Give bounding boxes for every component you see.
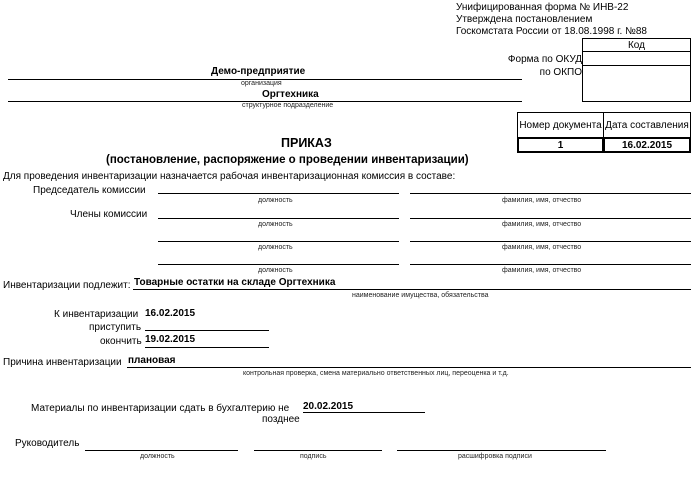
division-caption: структурное подразделение [242, 102, 334, 109]
members-label: Члены комиссии [70, 209, 148, 220]
member1-name-line [410, 218, 691, 219]
member3-name-caption: фамилия, имя, отчество [502, 267, 582, 274]
subject-caption: наименование имущества, обязательства [352, 292, 489, 299]
submission-line [303, 412, 425, 413]
code-header: Код [582, 38, 691, 52]
reason-label: Причина инвентаризации [3, 357, 122, 368]
division-name: Оргтехника [262, 89, 319, 100]
signature-position-line [85, 450, 238, 451]
start-label: К инвентаризации [54, 309, 139, 320]
document-subtitle: (постановление, распоряжение о проведении инвентаризации) [106, 154, 469, 166]
end-value: 19.02.2015 [145, 334, 196, 345]
member1-name-caption: фамилия, имя, отчество [502, 221, 582, 228]
okpo-label: по ОКПО [539, 67, 582, 78]
chair-name-line [410, 193, 691, 194]
member1-position-caption: должность [258, 221, 293, 228]
chair-label: Председатель комиссии [33, 185, 146, 196]
subject-line [133, 289, 691, 290]
signature-decode-caption: расшифровка подписи [458, 453, 532, 460]
member2-name-caption: фамилия, имя, отчество [502, 244, 582, 251]
doc-date-header: Дата составления [603, 112, 691, 138]
signature-position-caption: должность [140, 453, 175, 460]
chair-name-caption: фамилия, имя, отчество [502, 197, 582, 204]
organization-name: Демо-предприятие [211, 66, 306, 77]
chair-position-caption: должность [258, 197, 293, 204]
reason-value: плановая [128, 355, 176, 366]
member3-position-line [158, 264, 399, 265]
end-line [145, 347, 269, 348]
doc-number-header: Номер документа [517, 112, 604, 138]
submission-label: Материалы по инвентаризации сдать в бухгалтерию не [31, 403, 290, 414]
okud-label: Форма по ОКУД [507, 54, 582, 65]
organization-caption: организация [241, 80, 282, 87]
chair-position-line [158, 193, 399, 194]
subject-value: Товарные остатки на складе Оргтехника [134, 277, 336, 288]
form-name: Унифицированная форма № ИНВ-22 [456, 2, 629, 13]
member3-position-caption: должность [258, 267, 293, 274]
member3-name-line [410, 264, 691, 265]
submission-value: 20.02.2015 [303, 401, 354, 412]
form-approval: Утверждена постановлением [456, 14, 593, 25]
member1-position-line [158, 218, 399, 219]
code-divider [582, 65, 691, 66]
reason-line [127, 367, 691, 368]
submission-suffix: позднее [262, 414, 300, 425]
member2-name-line [410, 241, 691, 242]
signature-sign-line [254, 450, 382, 451]
reason-caption: контрольная проверка, смена материально ответственных лиц, переоценка и т.д. [243, 370, 509, 377]
start-value: 16.02.2015 [145, 308, 196, 319]
signature-label: Руководитель [15, 438, 80, 449]
code-box [582, 51, 691, 102]
document-title: ПРИКАЗ [281, 136, 332, 150]
signature-sign-caption: подпись [300, 453, 327, 460]
form-decree: Госкомстата России от 18.08.1998 г. №88 [456, 26, 647, 37]
commission-intro: Для проведения инвентаризации назначается рабочая инвентаризационная комиссия в составе: [3, 171, 456, 182]
member2-position-line [158, 241, 399, 242]
end-label: окончить [100, 336, 142, 347]
start-line [145, 330, 269, 331]
member2-position-caption: должность [258, 244, 293, 251]
doc-date-value: 16.02.2015 [603, 137, 691, 153]
subject-label: Инвентаризации подлежит: [3, 280, 131, 291]
doc-number-value: 1 [517, 137, 604, 153]
start-label-2: приступить [89, 322, 142, 333]
signature-decode-line [397, 450, 606, 451]
